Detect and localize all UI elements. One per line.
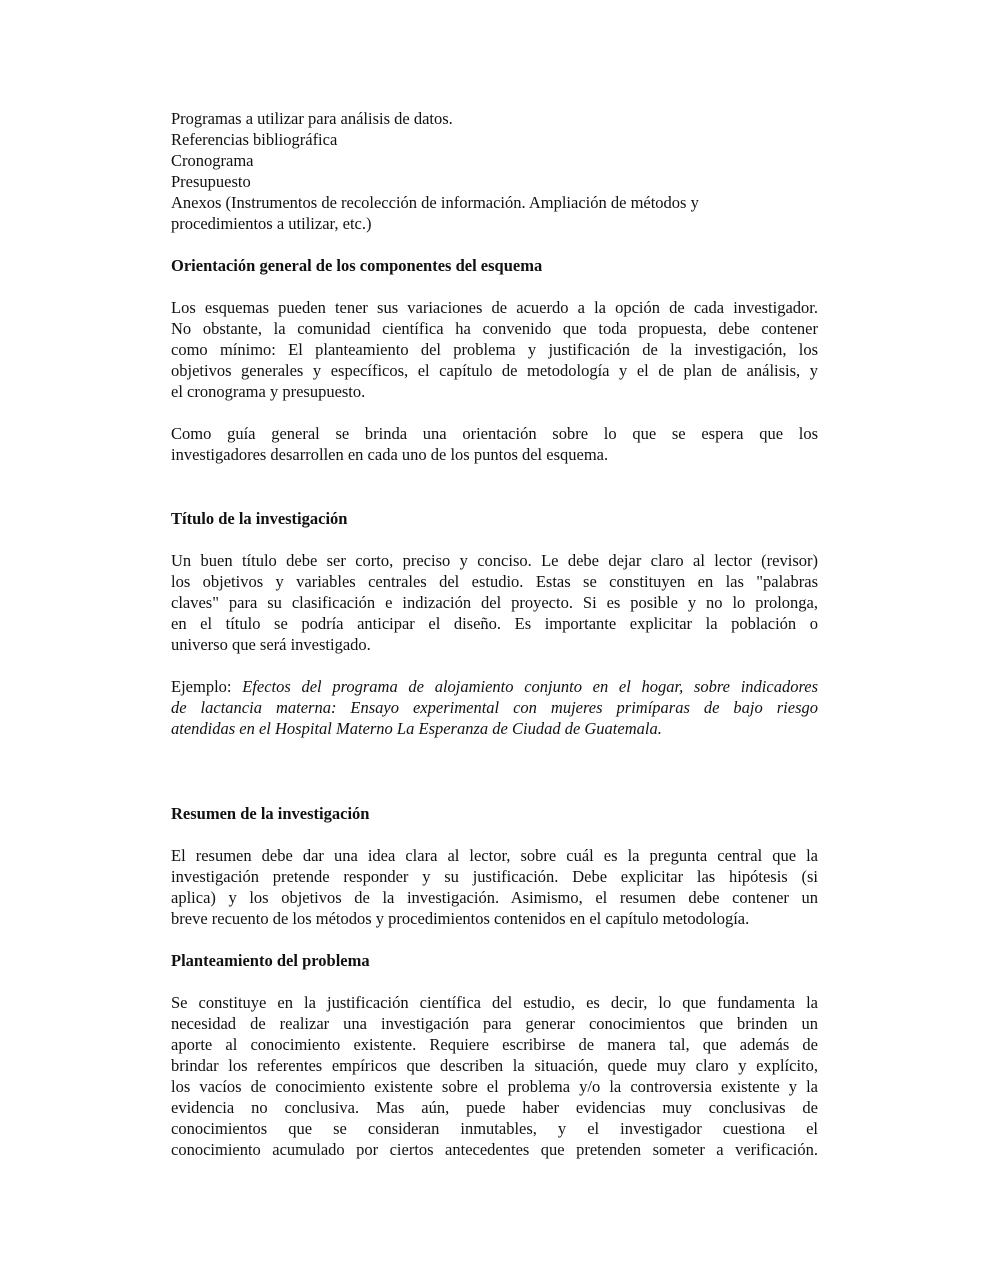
example-paragraph <box>171 676 818 739</box>
section-heading-orientacion: Orientación general de los componentes del esquema <box>171 256 543 275</box>
list-item: procedimientos a utilizar, etc.) <box>171 214 372 233</box>
section-heading-resumen: Resumen de la investigación <box>171 804 370 823</box>
paragraph-titulo <box>171 550 818 655</box>
text-line: claves" para su clasificación e indización del proyecto. Si es posible y no lo prolonga, <box>171 593 818 612</box>
text-line: Como guía general se brinda una orientación sobre lo que se espera que los <box>171 424 818 443</box>
list-item: Cronograma <box>171 151 254 170</box>
text-line: brindar los referentes empíricos que describen la situación, quede muy claro y explícito, <box>171 1056 818 1075</box>
text-line: conocimientos que se consideran inmutables, y el investigador cuestiona el <box>171 1119 818 1138</box>
text-line: los objetivos y variables centrales del estudio. Estas se constituyen en las "palabras <box>171 572 818 591</box>
section-heading-titulo: Título de la investigación <box>171 509 348 528</box>
text-line: breve recuento de los métodos y procedimientos contenidos en el capítulo metodología. <box>171 909 750 928</box>
components-list <box>171 108 818 234</box>
example-title: de lactancia materna: Ensayo experimental con mujeres primíparas de bajo riesgo <box>171 698 818 717</box>
paragraph-orientacion-2 <box>171 423 818 465</box>
text-line: Se constituye en la justificación científica del estudio, es decir, lo que fundamenta la <box>171 993 818 1012</box>
text-line: los vacíos de conocimiento existente sobre el problema y/o la controversia existente y la <box>171 1077 818 1096</box>
example-title: atendidas en el Hospital Materno La Esperanza de Ciudad de Guatemala. <box>171 719 662 738</box>
text-line: evidencia no conclusiva. Mas aún, puede haber evidencias muy conclusivas de <box>171 1098 818 1117</box>
list-item: Referencias bibliográfica <box>171 130 338 149</box>
example-title: Efectos del programa de alojamiento conjunto en el hogar, sobre indicadores <box>242 677 818 696</box>
text-line: conocimiento acumulado por ciertos antecedentes que pretenden someter a verificación. <box>171 1140 818 1159</box>
text-line: aplica) y los objetivos de la investigación. Asimismo, el resumen debe contener un <box>171 888 818 907</box>
text-line: aporte al conocimiento existente. Requiere escribirse de manera tal, que además de <box>171 1035 818 1054</box>
list-item: Programas a utilizar para análisis de datos. <box>171 109 453 128</box>
paragraph-resumen <box>171 845 818 929</box>
text-line <box>171 676 818 697</box>
paragraph-orientacion-1 <box>171 297 818 402</box>
example-label: Ejemplo: <box>171 677 243 696</box>
text-line: No obstante, la comunidad científica ha convenido que toda propuesta, debe contener <box>171 319 818 338</box>
text-line: investigadores desarrollen en cada uno de los puntos del esquema. <box>171 445 609 464</box>
text-line: objetivos generales y específicos, el capítulo de metodología y el de plan de análisis, y <box>171 361 818 380</box>
list-item: Presupuesto <box>171 172 251 191</box>
text-line: necesidad de realizar una investigación para generar conocimientos que brinden un <box>171 1014 818 1033</box>
section-heading-planteamiento: Planteamiento del problema <box>171 951 370 970</box>
text-line: en el título se podría anticipar el diseño. Es importante explicitar la población o <box>171 614 818 633</box>
text-line: Un buen título debe ser corto, preciso y conciso. Le debe dejar claro al lector (revisor) <box>171 551 818 570</box>
text-line: como mínimo: El planteamiento del problema y justificación de la investigación, los <box>171 340 818 359</box>
text-line: el cronograma y presupuesto. <box>171 382 366 401</box>
text-line: universo que será investigado. <box>171 635 371 654</box>
list-item: Anexos (Instrumentos de recolección de información. Ampliación de métodos y <box>171 193 699 212</box>
paragraph-planteamiento <box>171 992 818 1160</box>
text-line: El resumen debe dar una idea clara al lector, sobre cuál es la pregunta central que la <box>171 846 818 865</box>
text-line: Los esquemas pueden tener sus variaciones de acuerdo a la opción de cada investigador. <box>171 298 818 317</box>
text-line: investigación pretende responder y su justificación. Debe explicitar las hipótesis (si <box>171 867 818 886</box>
